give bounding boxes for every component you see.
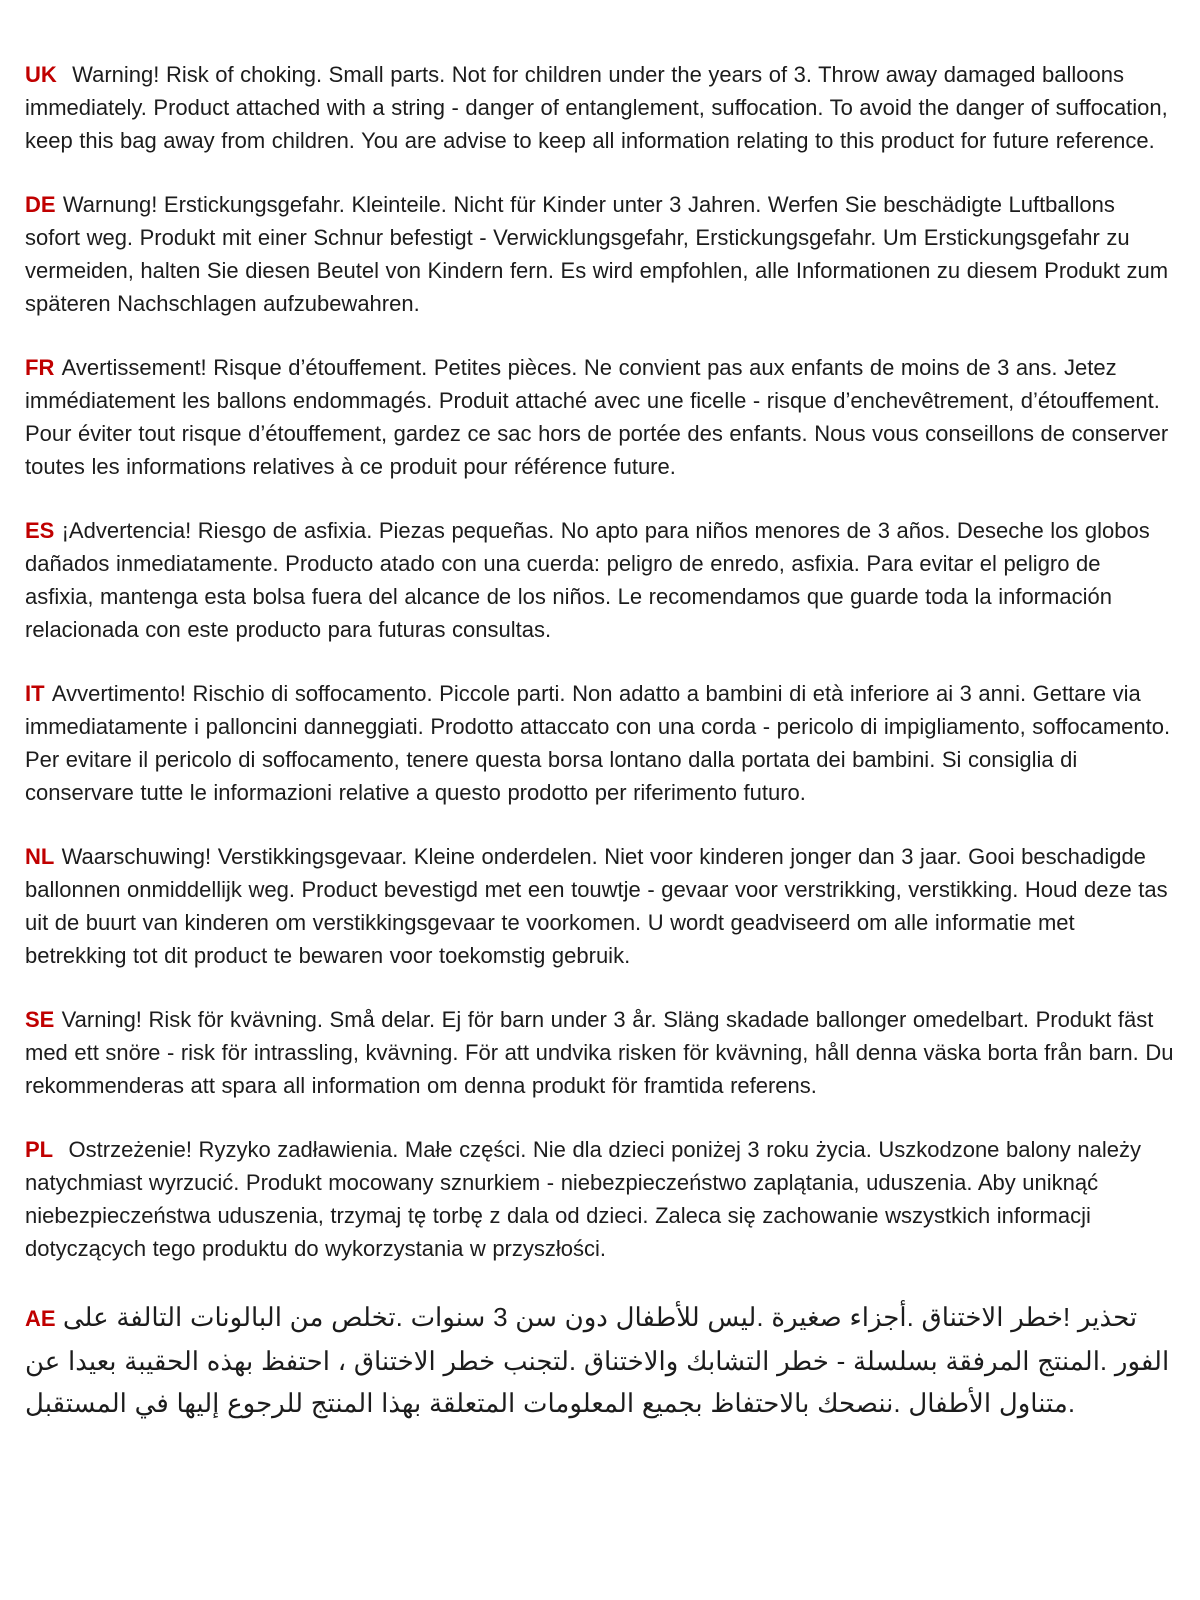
language-code-label: ES [25,518,55,543]
language-code-label: FR [25,355,55,380]
warning-paragraph-it [25,677,1175,809]
warning-text: تحذير !خطر الاختناق .أجزاء صغيرة .ليس للأطفال دون سن 3 سنوات .تخلص من البالونات التالفة على الفور .المنتج المرفقة بسلسلة - خطر التشابك والاختناق .لتجنب خطر الاختناق ، احتفظ بهذه الحقيبة بعيدا عن متناول الأطفال .ننصحك بالاحتفاظ بجميع المعلومات المتعلقة بهذا المنتج للرجوع إليها في المستقبل. [25,1302,1170,1418]
language-code-label: NL [25,844,55,869]
warning-paragraph-fr [25,351,1175,483]
language-code-label: UK [25,62,57,87]
warning-text: Avvertimento! Rischio di soffocamento. Piccole parti. Non adatto a bambini di età inferiore ai 3 anni. Gettare via immediatamente i palloncini danneggiati. Prodotto attaccato con una corda - pericolo di impigliamento, soffocamento. Per evitare il pericolo di soffocamento, tenere questa borsa lontano dalla portata dei bambini. Si consiglia di conservare tutte le informazioni relative a questo prodotto per riferimento futuro. [25,681,1171,805]
warning-paragraph-uk [25,58,1175,157]
warning-paragraph-pl [25,1133,1175,1265]
warning-paragraph-se [25,1003,1175,1102]
warning-paragraph-de [25,188,1175,320]
warning-paragraph-nl [25,840,1175,972]
warning-text: Avertissement! Risque d’étouffement. Petites pièces. Ne convient pas aux enfants de moins de 3 ans. Jetez immédiatement les ballons endommagés. Produit attaché avec une ficelle - risque d’enchevêtrement, d’étouffement. Pour éviter tout risque d’étouffement, gardez ce sac hors de portée des enfants. Nous vous conseillons de conserver toutes les informations relatives à ce produit pour référence future. [25,355,1169,479]
warning-text: Warnung! Erstickungsgefahr. Kleinteile. Nicht für Kinder unter 3 Jahren. Werfen Sie beschädigte Luftballons sofort weg. Produkt mit einer Schnur befestigt - Verwicklungsgefahr, Erstickungsgefahr. Um Erstickungsgefahr zu vermeiden, halten Sie diesen Beutel von Kindern fern. Es wird empfohlen, alle Informationen zu diesem Produkt zum späteren Nachschlagen aufzubewahren. [25,192,1169,316]
warning-text: Warning! Risk of choking. Small parts. Not for children under the years of 3. Throw away damaged balloons immediately. Product attached with a string - danger of entanglement, suffocation. To avoid the danger of suffocation, keep this bag away from children. You are advise to keep all information relating to this product for future reference. [25,62,1168,153]
language-code-label: PL [25,1137,54,1162]
language-code-label: SE [25,1007,55,1032]
language-code-label: DE [25,192,56,217]
warning-text: Varning! Risk för kvävning. Små delar. Ej för barn under 3 år. Släng skadade ballonger omedelbart. Produkt fäst med ett snöre - risk för intrassling, kvävning. För att undvika risken för kvävning, håll denna väska borta från barn. Du rekommenderas att spara all information om denna produkt för framtida referens. [25,1007,1174,1098]
warning-paragraph-es [25,514,1175,646]
language-code-label: IT [25,681,45,706]
warning-text: ¡Advertencia! Riesgo de asfixia. Piezas pequeñas. No apto para niños menores de 3 años. Deseche los globos dañados inmediatamente. Producto atado con una cuerda: peligro de enredo, asfixia. Para evitar el peligro de asfixia, mantenga esta bolsa fuera del alcance de los niños. Le recomendamos que guarde toda la información relacionada con este producto para futuras consultas. [25,518,1150,642]
warning-text: Waarschuwing! Verstikkingsgevaar. Kleine onderdelen. Niet voor kinderen jonger dan 3 jaar. Gooi beschadigde ballonnen onmiddellijk weg. Product bevestigd met een touwtje - gevaar voor verstrikking, verstikking. Houd deze tas uit de buurt van kinderen om verstikkingsgevaar te voorkomen. U wordt geadviseerd om alle informatie met betrekking tot dit product te bewaren voor toekomstig gebruik. [25,844,1168,968]
language-code-label: AE [25,1306,56,1331]
warning-text: Ostrzeżenie! Ryzyko zadławienia. Małe części. Nie dla dzieci poniżej 3 roku życia. Uszkodzone balony należy natychmiast wyrzucić. Produkt mocowany sznurkiem - niebezpieczeństwo zaplątania, uduszenia. Aby uniknąć niebezpieczeństwa uduszenia, trzymaj tę torbę z dala od dzieci. Zaleca się zachowanie wszystkich informacji dotyczących tego produktu do wykorzystania w przyszłości. [25,1137,1141,1261]
warning-paragraph-ae [25,1296,1175,1424]
